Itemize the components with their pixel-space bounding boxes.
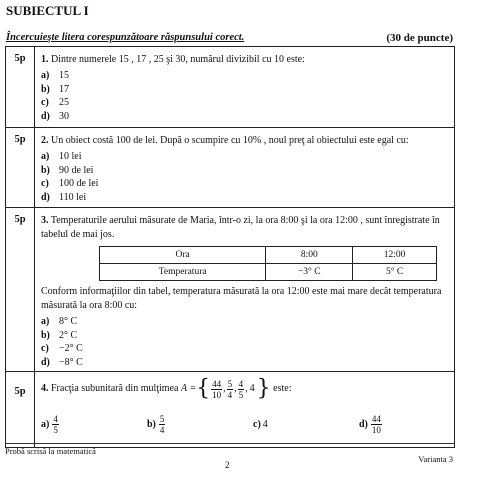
question-text: Temperaturile aerului măsurate de Maria, într-o zi, la ora 8:00 şi la ora 12:00 , sunt înregistrate în tabelul de mai jos. [41,215,440,240]
set-name: A = [180,383,197,394]
score-cell: 5p [6,372,35,448]
option-b[interactable]: b) $\frac{5}{4}$ [147,414,165,435]
option-c[interactable]: c) 25 [41,97,69,108]
question-3 [35,208,455,372]
option-d[interactable]: d) $\frac{44}{10}$ [359,414,381,435]
table-header-cell: 12:00 [353,247,437,264]
score-cell: 5p [6,128,35,208]
option-a[interactable]: a) $\frac{4}{5}$ [41,414,58,435]
option-d[interactable]: d) −8° C [41,356,83,368]
footer-exam-title: Probă scrisă la matematică [5,446,96,456]
option-b[interactable]: b) 17 [41,83,69,95]
footer-variant: Varianta 3 [418,454,453,464]
questions-table [5,46,455,448]
question-text-end: este: [273,383,292,394]
question-text: Fracţia subunitară din mulţimea [51,383,179,394]
question-2 [35,128,455,208]
question-4 [35,372,455,448]
footer-divider [5,443,455,444]
option-c[interactable]: c) 4 [253,418,268,430]
score-cell: 5p [6,208,35,372]
score-cell: 5p [6,47,35,128]
question-text: Dintre numerele 15 , 17 , 25 şi 30, numărul divizibil cu 10 este: [51,54,305,65]
set-expression: { $\frac{44}{10}$ , $\frac{5}{4}$ , $\frac{4}{5}$ , 4 } [196,376,271,401]
section-title: SUBIECTUL I [6,3,89,18]
option-b[interactable]: b) 2° C [41,329,78,341]
question-text-continued: Conform informaţiilor din tabel, temperatura măsurată la ora 12:00 este mai mare decât temperatura măsurată la ora 8:00 cu: [41,286,442,311]
option-a[interactable]: a) 15 [41,70,69,81]
question-row-1 [6,47,455,128]
option-d[interactable]: d) 110 lei [41,191,87,203]
table-header-cell: 8:00 [266,247,353,264]
instruction-text: Încercuieşte litera corespunzătoare răspunsului corect. [6,32,245,43]
option-d[interactable]: d) 30 [41,110,69,122]
table-cell: −3° C [266,264,353,281]
options-row [41,414,450,435]
table-cell: Temperatura [100,264,266,281]
question-row-4 [6,372,455,448]
option-c[interactable]: c) −2° C [41,343,83,354]
table-header-cell: Ora [100,247,266,264]
question-number: 4. [41,383,49,394]
points-total: (30 de puncte) [386,32,453,44]
question-row-3 [6,208,455,372]
option-c[interactable]: c) 100 de lei [41,178,99,189]
question-1 [35,47,455,128]
option-b[interactable]: b) 90 de lei [41,164,94,176]
question-number: 1. [41,54,49,65]
question-row-2 [6,128,455,208]
temperature-table [99,246,437,281]
question-number: 3. [41,215,49,226]
option-a[interactable]: a) 8° C [41,316,78,327]
page-number: 2 [225,460,230,470]
table-cell: 5° C [353,264,437,281]
question-number: 2. [41,135,49,146]
question-text: Un obiect costă 100 de lei. După o scumpire cu 10% , noul preţ al obiectului este egal cu: [51,135,409,146]
option-a[interactable]: a) 10 lei [41,151,82,162]
